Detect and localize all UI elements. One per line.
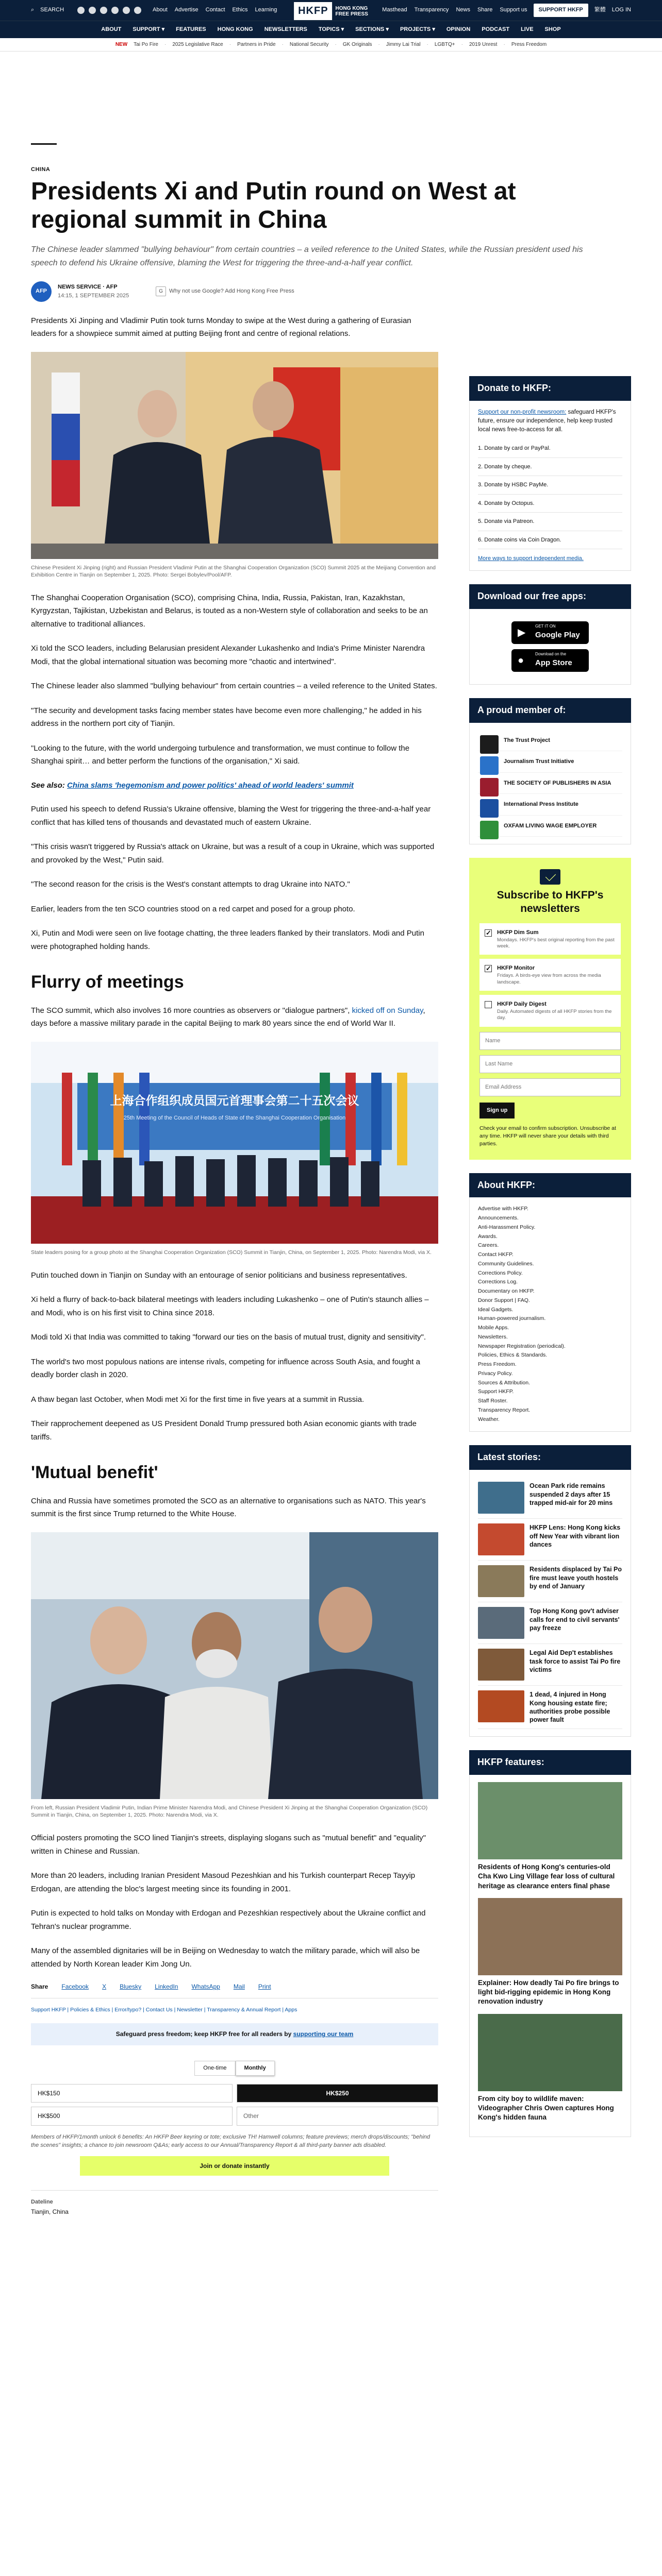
member-of-widget bbox=[469, 698, 631, 844]
nav-item-sections[interactable]: SECTIONS ▾ bbox=[355, 25, 389, 34]
about-link[interactable]: Transparency Report. bbox=[478, 1406, 531, 1413]
donate-option[interactable]: 5. Donate via Patreon. bbox=[478, 513, 622, 531]
join-donate-button[interactable]: Join or donate instantly bbox=[80, 2156, 389, 2176]
byline: AFP NEWS SERVICE · AFP 14:15, 1 SEPTEMBER 2025 G Why not use Google? Add Hong Kong Free Press bbox=[31, 281, 631, 302]
newsletter-widget bbox=[469, 858, 631, 1160]
search-link[interactable]: SEARCH bbox=[40, 7, 64, 13]
paragraph: China and Russia have sometimes promoted the SCO as an alternative to organisations such as NATO. This year's summit is the first since Trump returned to the White House. bbox=[31, 1496, 426, 1519]
share-x[interactable]: X bbox=[102, 1983, 107, 1991]
google-play-icon: ▶ bbox=[518, 626, 526, 638]
about-link[interactable]: Awards. bbox=[478, 1233, 498, 1240]
latest-story[interactable] bbox=[478, 1644, 622, 1686]
publish-date: 14:15, 1 SEPTEMBER 2025 bbox=[58, 292, 129, 299]
instagram-icon[interactable] bbox=[100, 7, 107, 14]
latest-story[interactable] bbox=[478, 1602, 622, 1644]
nav-item-features[interactable]: FEATURES bbox=[176, 26, 206, 32]
author-avatar: AFP bbox=[31, 281, 52, 302]
trending-link[interactable]: Partners in Pride bbox=[237, 41, 276, 47]
feature-headline[interactable]: Residents of Hong Kong's centuries-old Cha Kwo Ling Village fear loss of cultural heritage as clearance enters final phase bbox=[478, 1863, 615, 1890]
page-content bbox=[31, 56, 631, 2216]
about-link[interactable]: Newsletters. bbox=[478, 1333, 508, 1340]
story-thumbnail[interactable] bbox=[478, 1690, 524, 1722]
about-link[interactable]: Sources & Attribution. bbox=[478, 1379, 530, 1386]
latest-story[interactable] bbox=[478, 1561, 622, 1602]
paragraph: Earlier, leaders from the ten SCO countries stood on a red carpet and posed for a group photo. bbox=[31, 904, 355, 913]
nav-item-topics[interactable]: TOPICS ▾ bbox=[319, 25, 344, 34]
about-link[interactable]: Policies, Ethics & Standards. bbox=[478, 1352, 548, 1359]
nav-item-support[interactable]: SUPPORT ▾ bbox=[133, 25, 164, 34]
feature-thumbnail[interactable] bbox=[478, 1782, 622, 1859]
nav-item-projects[interactable]: PROJECTS ▾ bbox=[400, 25, 435, 34]
donation-amounts bbox=[31, 2084, 438, 2126]
youtube-icon[interactable] bbox=[123, 7, 130, 14]
nav-item-podcast[interactable]: PODCAST bbox=[482, 26, 510, 32]
about-link[interactable]: Staff Roster. bbox=[478, 1398, 508, 1404]
nav-item-about[interactable]: ABOUT bbox=[101, 26, 122, 32]
feature-story[interactable] bbox=[478, 1898, 622, 2007]
freq-one-time[interactable]: One-time bbox=[194, 2061, 235, 2076]
top-link[interactable]: Support us bbox=[500, 7, 527, 13]
threads-icon[interactable] bbox=[111, 7, 119, 14]
article-category[interactable]: CHINA bbox=[31, 166, 51, 173]
support-hkfp-button[interactable]: SUPPORT HKFP bbox=[534, 4, 588, 16]
trending-link[interactable]: Tai Po Fire bbox=[134, 41, 158, 47]
author-agency[interactable]: AFP bbox=[106, 283, 118, 290]
photo-xi-putin[interactable] bbox=[31, 352, 438, 559]
member-logo-trust-project[interactable]: The Trust Project bbox=[478, 730, 622, 752]
story-thumbnail[interactable] bbox=[478, 1523, 524, 1555]
section-heading-flurry: Flurry of meetings bbox=[31, 972, 184, 992]
top-link[interactable]: About bbox=[153, 7, 168, 13]
member-logo-sopa[interactable]: THE SOCIETY OF PUBLISHERS IN ASIA bbox=[478, 773, 622, 794]
donate-option[interactable]: 1. Donate by card or PayPal. bbox=[478, 439, 622, 458]
donate-lead-text: safeguard HKFP's future, ensure our independence, help keep trusted local news free-to-access for all. bbox=[478, 409, 616, 433]
story-headline[interactable]: HKFP Lens: Hong Kong kicks off New Year with vibrant lion dances bbox=[529, 1524, 621, 1548]
paragraph: The Shanghai Cooperation Organisation (SCO), comprising China, India, Russia, Pakistan, Iran, Kazakhstan, Kyrgyzstan, Tajikistan, Uzbekistan and Belarus, is touted as a non-Western style of collaboration and seeks to be an alternative to traditional alliances. bbox=[31, 593, 428, 629]
member-logo-ipi[interactable]: International Press Institute bbox=[478, 794, 622, 816]
top-link[interactable]: Share bbox=[477, 7, 493, 13]
story-thumbnail[interactable] bbox=[478, 1649, 524, 1681]
story-headline[interactable]: Ocean Park ride remains suspended 2 days after 15 trapped mid-air for 20 mins bbox=[529, 1482, 613, 1506]
article-footer-links[interactable]: Support HKFP | Policies & Ethics | Error/typo? | Contact Us | Newsletter | Transparency & Annual Report | Apps bbox=[31, 2006, 297, 2013]
about-link[interactable]: Corrections Policy. bbox=[478, 1269, 523, 1276]
title-rule bbox=[31, 143, 57, 145]
share-facebook[interactable]: Facebook bbox=[61, 1983, 89, 1991]
about-link[interactable]: Contact HKFP. bbox=[478, 1251, 514, 1258]
freq-monthly[interactable]: Monthly bbox=[236, 2061, 275, 2076]
sidebar bbox=[469, 314, 631, 2216]
nav-item-live[interactable]: LIVE bbox=[521, 26, 534, 32]
amount-option-selected[interactable]: HK$250 bbox=[237, 2084, 438, 2103]
logo-mark: HKFP bbox=[294, 2, 332, 20]
nav-item-shop[interactable]: SHOP bbox=[544, 26, 561, 32]
member-benefits: Members of HKFP/1month unlock 6 benefits: An HKFP Beer keyring or tote; exclusive TH! Hamwell columns; feature previews; merch drops/discounts; "behind the scenes" insights; a chance to join newsroom Q&As; early access to our Annual/Transparency Report & all third-party banner ads disabled. bbox=[31, 2133, 431, 2149]
story-headline[interactable]: 1 dead, 4 injured in Hong Kong housing estate fire; authorities probe possible power fault bbox=[529, 1691, 610, 1724]
amount-other-input[interactable]: Other bbox=[237, 2107, 438, 2126]
newsletter-option[interactable]: ✓ HKFP Monitor Fridays. A birds-eye view from across the media landscape. bbox=[479, 959, 621, 991]
donate-banner bbox=[31, 2023, 438, 2045]
share-bar bbox=[31, 1982, 438, 1998]
donate-option[interactable]: 4. Donate by Octopus. bbox=[478, 495, 622, 513]
top-link[interactable]: Advertise bbox=[174, 7, 198, 13]
banner-text-cn: 上海合作组织成员国元首理事会第二十五次会议 bbox=[110, 1094, 359, 1108]
paragraph: More than 20 leaders, including Iranian President Masoud Pezeshkian and his Turkish counterpart Recep Tayyip Erdogan, are attending the bloc's largest meeting since its founding in 2001. bbox=[31, 1871, 416, 1893]
latest-list bbox=[469, 1470, 631, 1737]
last-name-field[interactable]: Last Name bbox=[479, 1055, 621, 1073]
checkbox-checked[interactable] bbox=[485, 965, 492, 972]
email-field[interactable]: Email Address bbox=[479, 1078, 621, 1096]
section-heading-mutual-benefit: 'Mutual benefit' bbox=[31, 1463, 158, 1483]
latest-story[interactable] bbox=[478, 1477, 622, 1519]
x-icon[interactable] bbox=[89, 7, 96, 14]
donate-option[interactable]: 2. Donate by cheque. bbox=[478, 458, 622, 477]
paragraph: Xi, Putin and Modi were seen on live footage chatting, the three leaders flanked by their translators. Modi and Putin were photographed holding hands. bbox=[31, 929, 424, 951]
about-link[interactable]: Anti-Harassment Policy. bbox=[478, 1224, 536, 1230]
facebook-icon[interactable] bbox=[77, 7, 85, 14]
donate-banner-link[interactable]: supporting our team bbox=[293, 2030, 354, 2038]
top-link[interactable]: Masthead bbox=[382, 7, 407, 13]
top-link[interactable]: Transparency bbox=[414, 7, 449, 13]
trending-link[interactable]: National Security bbox=[289, 41, 329, 47]
share-bluesky[interactable]: Bluesky bbox=[120, 1983, 142, 1991]
about-list bbox=[469, 1197, 631, 1432]
story-headline[interactable]: Top Hong Kong gov't adviser calls for end to civil servants' pay freeze bbox=[529, 1607, 620, 1632]
trending-strip: NEW Tai Po Fire · 2025 Legislative Race · Partners in Pride · National Security · GK Originals · Jimmy Lai Trial · LGBTQ+ · 2019 Unrest · Press Freedom bbox=[0, 38, 662, 52]
latest-story[interactable] bbox=[478, 1519, 622, 1561]
apple-icon: ● bbox=[518, 654, 524, 666]
donation-frequency bbox=[31, 2061, 438, 2076]
social-icons bbox=[77, 7, 141, 14]
share-print[interactable]: Print bbox=[258, 1983, 271, 1991]
trending-link[interactable]: Jimmy Lai Trial bbox=[386, 41, 421, 47]
features-title: HKFP features: bbox=[469, 1750, 631, 1775]
donate-widget-title: Donate to HKFP: bbox=[469, 376, 631, 401]
feature-story[interactable] bbox=[478, 2014, 622, 2123]
about-link[interactable]: Mobile Apps. bbox=[478, 1325, 509, 1331]
photo-putin-modi-xi-image bbox=[31, 1532, 438, 1799]
share-mail[interactable]: Mail bbox=[233, 1983, 245, 1991]
trending-link[interactable]: 2019 Unrest bbox=[469, 41, 498, 47]
top-link[interactable]: Contact bbox=[205, 7, 225, 13]
about-title: About HKFP: bbox=[469, 1173, 631, 1198]
donate-widget bbox=[469, 376, 631, 571]
feature-headline[interactable]: From city boy to wildlife maven: Videographer Chris Owen captures Hong Kong's hidden fauna bbox=[478, 2094, 614, 2121]
share-linkedin[interactable]: LinkedIn bbox=[155, 1983, 178, 1991]
about-link[interactable]: Careers. bbox=[478, 1242, 499, 1249]
trending-link[interactable]: Press Freedom bbox=[511, 41, 547, 47]
top-link[interactable]: Ethics bbox=[232, 7, 248, 13]
apps-widget bbox=[469, 584, 631, 685]
newsletter-title: Subscribe to HKFP's newsletters bbox=[496, 889, 604, 915]
paragraph: "The second reason for the crisis is the West's constant attempts to drag Ukraine into NATO." bbox=[31, 880, 350, 889]
photo-caption: From left, Russian President Vladimir Putin, Indian Prime Minister Narendra Modi, and Chinese President Xi Jinping at the Shanghai Cooperation Organization (SCO) Summit in Tianjin, China, on September 1, 2025. Photo: Narendra Modi, via X. bbox=[31, 1804, 428, 1819]
newsletter-option[interactable]: ✓ HKFP Dim Sum Mondays. HKFP's best original reporting from the past week. bbox=[479, 923, 621, 955]
paragraph: Putin touched down in Tianjin on Sunday with an entourage of senior politicians and business representatives. bbox=[31, 1270, 407, 1280]
nav-item-hong-kong[interactable]: HONG KONG bbox=[217, 26, 253, 32]
latest-story[interactable] bbox=[478, 1686, 622, 1729]
about-link[interactable]: Community Guidelines. bbox=[478, 1260, 534, 1267]
top-bar bbox=[0, 0, 662, 21]
about-link[interactable]: Privacy Policy. bbox=[478, 1370, 513, 1377]
paragraph: Many of the assembled dignitaries will be in Beijing on Wednesday to watch the military parade, which will also be attended by North Korean leader Kim Jong Un. bbox=[31, 1946, 420, 1969]
login-link[interactable]: LOG IN bbox=[611, 7, 631, 13]
name-field[interactable]: Name bbox=[479, 1032, 621, 1050]
newsletter-option[interactable]: HKFP Daily Digest Daily. Automated digests of all HKFP stories from the day. bbox=[479, 995, 621, 1027]
author-name[interactable]: NEWS SERVICE bbox=[58, 283, 102, 290]
donate-lead-link[interactable]: Support our non-profit newsroom: bbox=[478, 409, 567, 415]
about-link[interactable]: Press Freedom. bbox=[478, 1361, 517, 1368]
paragraph: The world's two most populous nations are intense rivals, competing for influence across South Asia, and fought a deadly border clash in 2020. bbox=[31, 1357, 420, 1380]
dateline bbox=[31, 2190, 438, 2216]
trending-link[interactable]: 2025 Legislative Race bbox=[172, 41, 223, 47]
article-title: Presidents Xi and Putin round on West at regional summit in China bbox=[31, 178, 516, 234]
paragraph: "The security and development tasks facing member states have become even more challenging," he added in his address in the northern port city of Tianjin. bbox=[31, 706, 422, 728]
see-also-link[interactable]: China slams 'hegemonism and power politics' ahead of world leaders' summit bbox=[67, 781, 354, 790]
google-play-button[interactable]: ▶ GET IT ON Google Play bbox=[511, 621, 589, 644]
paragraph: Xi told the SCO leaders, including Belarusian president Alexander Lukashenko and India's Prime Minister Narendra Modi, that the global international situation was becoming more "chaotic and intertwined". bbox=[31, 644, 425, 666]
site-logo[interactable] bbox=[294, 2, 368, 20]
see-also-label: See also: bbox=[31, 781, 65, 790]
amount-option[interactable]: HK$150 bbox=[31, 2084, 233, 2103]
member-of-title: A proud member of: bbox=[469, 698, 631, 723]
apps-widget-title: Download our free apps: bbox=[469, 584, 631, 609]
feature-thumbnail[interactable] bbox=[478, 2014, 622, 2091]
paragraph: Putin is expected to hold talks on Monday with Erdogan and Pezeshkian respectively about the Ukraine conflict and Tehran's nuclear programme. bbox=[31, 1909, 426, 1931]
member-logo-oxfam[interactable]: OXFAM LIVING WAGE EMPLOYER bbox=[478, 816, 622, 837]
paragraph: Presidents Xi Jinping and Vladimir Putin took turns Monday to swipe at the West during a gathering of Eurasian leaders for a showpiece summit aimed at putting Beijing front and centre of regional relations. bbox=[31, 316, 411, 338]
donate-banner-text: Safeguard press freedom; keep HKFP free for all readers by bbox=[115, 2030, 293, 2038]
signup-button[interactable]: Sign up bbox=[479, 1103, 515, 1118]
about-link[interactable]: Announcements. bbox=[478, 1215, 519, 1222]
story-headline[interactable]: Residents displaced by Tai Po fire must leave youth hostels by end of January bbox=[529, 1566, 622, 1590]
about-link[interactable]: Newspaper Registration (periodical). bbox=[478, 1343, 566, 1349]
paragraph: Xi held a flurry of back-to-back bilateral meetings with leaders including Lukashenko – one of Putin's staunch allies – and Modi, who is on his first visit to China since 2018. bbox=[31, 1295, 429, 1317]
paragraph: The SCO summit, which also involves 16 more countries as observers or "dialogue partners", kicked off on Sunday, days before a massive military parade in the capital Beijing to mark 80 years since the end of World War II. bbox=[31, 1006, 425, 1028]
features-widget bbox=[469, 1750, 631, 2137]
see-also bbox=[31, 779, 438, 791]
story-thumbnail[interactable] bbox=[478, 1482, 524, 1514]
about-link[interactable]: Donor Support | FAQ. bbox=[478, 1297, 530, 1303]
paragraph: Their rapprochement deepened as US President Donald Trump pressured both Asian economic giants with trade tariffs. bbox=[31, 1419, 417, 1442]
logo-line2: FREE PRESS bbox=[335, 11, 368, 17]
latest-widget bbox=[469, 1445, 631, 1737]
logo-line1: HONG KONG bbox=[335, 5, 368, 11]
share-whatsapp[interactable]: WhatsApp bbox=[191, 1983, 220, 1991]
latest-title: Latest stories: bbox=[469, 1445, 631, 1470]
newsletter-note: Check your email to confirm subscription. Unsubscribe at any time. HKFP will never share your details with third parties. bbox=[479, 1125, 616, 1147]
google-preferred-source[interactable] bbox=[156, 286, 294, 297]
inline-link[interactable]: kicked off on Sunday bbox=[352, 1006, 423, 1015]
google-icon: G bbox=[156, 286, 166, 297]
feature-headline[interactable]: Explainer: How deadly Tai Po fire brings to light bid-rigging epidemic in Hong Kong renovation industry bbox=[478, 1978, 619, 2006]
photo-putin-modi-xi[interactable] bbox=[31, 1532, 438, 1799]
checkbox[interactable] bbox=[485, 1001, 492, 1008]
donate-option[interactable]: 6. Donate coins via Coin Dragon. bbox=[478, 531, 622, 550]
more-ways-link[interactable]: More ways to support independent media. bbox=[478, 555, 584, 562]
about-link[interactable]: Documentary on HKFP. bbox=[478, 1288, 535, 1295]
photo-caption: Chinese President Xi Jinping (right) and Russian President Vladimir Putin at the Shanghai Cooperation Organization (SCO) Summit 2025 at the Meijiang Convention and Exhibition Centre in Tianjin on September 1, 2025. Photo: Sergei Bobylev/Pool/AFP. bbox=[31, 564, 436, 579]
main-nav bbox=[0, 21, 662, 38]
language-toggle[interactable]: 繁體 bbox=[594, 7, 606, 13]
checkbox-checked[interactable] bbox=[485, 929, 492, 937]
feature-thumbnail[interactable] bbox=[478, 1898, 622, 1975]
paragraph: "Looking to the future, with the world undergoing turbulence and transformation, we must continue to follow the Shanghai spirit… and better perform the functions of the organisation," Xi said. bbox=[31, 743, 410, 766]
paragraph: Putin used his speech to defend Russia's Ukraine offensive, blaming the West for triggering the three-and-a-half year conflict that has killed tens of thousands and devastated much of eastern Ukraine. bbox=[31, 805, 431, 827]
dateline-label: Dateline bbox=[31, 2199, 53, 2206]
paragraph: "This crisis wasn't triggered by Russia's attack on Ukraine, but was a result of a coup in Ukraine, which was supported and provoked by the West," Putin said. bbox=[31, 842, 435, 865]
paragraph: A thaw began last October, when Modi met Xi for the first time in five years at a summit in Russia. bbox=[31, 1395, 365, 1404]
app-store-button[interactable]: ● Download on the App Store bbox=[511, 649, 589, 672]
trending-link[interactable]: GK Originals bbox=[342, 41, 372, 47]
top-link[interactable]: Learning bbox=[255, 7, 277, 13]
paragraph: Modi told Xi that India was committed to taking "forward our ties on the basis of mutual trust, dignity and sensitivity". bbox=[31, 1333, 426, 1342]
top-link[interactable]: News bbox=[456, 7, 470, 13]
newsletter-icon bbox=[540, 869, 560, 885]
article-standfirst: The Chinese leader slammed "bullying behaviour" from certain countries – a veiled reference to the United States, while the Russian president used his speech to defend his Ukraine offensive, blaming the West for triggering the three-and-a-half year conflict. bbox=[31, 245, 583, 268]
photo-group-image bbox=[31, 1042, 438, 1244]
banner-text-en: 25th Meeting of the Council of Heads of State of the Shanghai Cooperation Organisation bbox=[123, 1114, 346, 1121]
about-link[interactable]: Weather. bbox=[478, 1416, 500, 1422]
search-icon[interactable]: ⌕ bbox=[31, 7, 35, 13]
about-link[interactable]: Human-powered journalism. bbox=[478, 1315, 546, 1322]
features-list bbox=[469, 1775, 631, 2137]
about-link[interactable]: Ideal Gadgets. bbox=[478, 1306, 514, 1313]
nav-item-opinion[interactable]: OPINION bbox=[446, 26, 471, 32]
google-pref-label: Why not use Google? Add Hong Kong Free Press bbox=[169, 288, 294, 295]
new-badge: NEW bbox=[115, 41, 128, 47]
member-logo-jti[interactable]: Journalism Trust Initiative bbox=[478, 751, 622, 773]
article-body bbox=[31, 314, 438, 2216]
paragraph: Official posters promoting the SCO lined Tianjin's streets, displaying slogans such as "mutual benefit" and "equality" written in Chinese and Russian. bbox=[31, 1834, 426, 1856]
story-thumbnail[interactable] bbox=[478, 1607, 524, 1639]
photo-xi-putin-image bbox=[31, 352, 438, 559]
story-thumbnail[interactable] bbox=[478, 1565, 524, 1597]
about-link[interactable]: Corrections Log. bbox=[478, 1279, 518, 1285]
share-label: Share bbox=[31, 1983, 48, 1991]
story-headline[interactable]: Legal Aid Dep't establishes task force to assist Tai Po fire victims bbox=[529, 1649, 621, 1673]
about-link[interactable]: Advertise with HKFP. bbox=[478, 1206, 528, 1212]
amount-option[interactable]: HK$500 bbox=[31, 2107, 233, 2126]
paragraph: The Chinese leader also slammed "bullying behaviour" from certain countries – a veiled reference to the United States. bbox=[31, 682, 437, 691]
nav-item-newsletters[interactable]: NEWSLETTERS bbox=[264, 26, 307, 32]
photo-group[interactable] bbox=[31, 1042, 438, 1244]
about-link[interactable]: Support HKFP. bbox=[478, 1388, 514, 1395]
trending-link[interactable]: LGBTQ+ bbox=[434, 41, 455, 47]
about-widget bbox=[469, 1173, 631, 1432]
donate-option[interactable]: 3. Donate by HSBC PayMe. bbox=[478, 476, 622, 495]
dateline-value[interactable]: Tianjin, China bbox=[31, 2208, 69, 2215]
photo-caption: State leaders posing for a group photo at the Shanghai Cooperation Organization (SCO) Summit in Tianjin, China, on September 1, 2025. Photo: Narendra Modi, via X. bbox=[31, 1249, 432, 1256]
linkedin-icon[interactable] bbox=[134, 7, 141, 14]
feature-story[interactable] bbox=[478, 1782, 622, 1891]
